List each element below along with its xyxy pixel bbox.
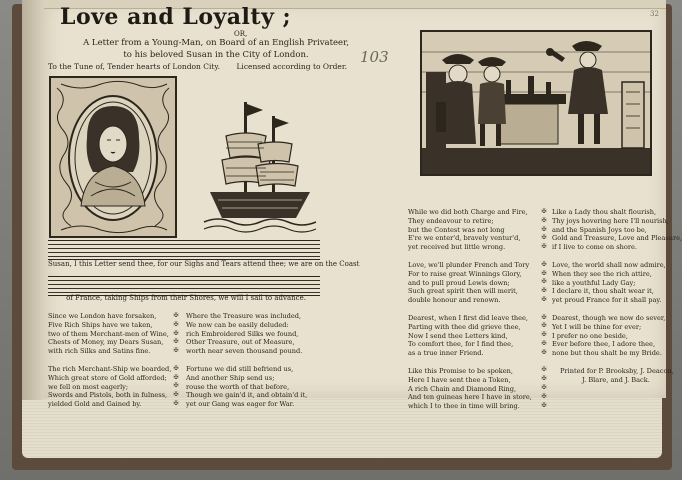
column-ornament-divider-right: ✠ ✠ ✠ ✠ ✠ ✠ ✠ ✠ ✠ ✠ ✠ ✠ ✠ ✠ ✠ ✠ ✠ ✠ ✠ ✠: [541, 208, 547, 409]
verse-line: Where the Treasure was included,: [186, 312, 302, 320]
verse-line: To comfort thee, for I find thee,: [408, 340, 514, 349]
verse-line: yet received but little wrong.: [408, 243, 506, 252]
verse-line: but the Contest was not long: [408, 225, 505, 234]
music-staff-2: [48, 276, 320, 296]
licence-text: Licensed according to Order.: [236, 62, 347, 71]
music-lyric-2: of France, taking Ships from their Shores, we will I sail to advance.: [66, 294, 306, 302]
verse-line: A rich Chain and Diamond Ring,: [408, 384, 517, 393]
printer-line: Printed for P. Brooksby, J. Deacon,: [560, 366, 674, 375]
verse: [48, 312, 169, 356]
verse-line: yet proud France for it shall pay.: [552, 296, 662, 305]
title-or: OR,: [234, 30, 248, 38]
printer-imprint: [552, 366, 674, 385]
handwritten-number: 103: [360, 48, 389, 66]
verse-line: Like a Lady thou shalt flourish,: [552, 208, 657, 216]
verse-line: Love, we'll plunder French and Tory: [408, 260, 530, 269]
woodcut-portrait-image: [49, 76, 177, 238]
verse-line: I declare it, thou shalt wear it,: [552, 287, 654, 296]
verse-line: Ever before thee, I adore thee,: [552, 340, 656, 349]
music-lyric-1: Susan, I this Letter send thee, for our Sighs and Tears attend thee; we are on the Coast: [48, 260, 360, 268]
verse-line: if I live to come on shore.: [552, 243, 637, 252]
verse-line: Chests of Money, my Dears Susan,: [48, 338, 164, 347]
woodcut-tavern-scene-image: [420, 30, 652, 176]
verse-line: For to raise great Winnings Glory,: [408, 269, 522, 278]
verse-line: Dearest, though we now do sever,: [552, 313, 666, 322]
tune-line: [48, 62, 368, 71]
verse-line: like a youthful Lady Gay;: [552, 278, 636, 287]
verse-line: which I to thee in time will bring.: [408, 402, 520, 411]
verse-column-1: [48, 312, 172, 418]
verse-line: we fell on most eagerly;: [48, 382, 129, 391]
verse-line: The rich Merchant-Ship we boarded,: [48, 364, 172, 373]
verse-line: And another Ship send us;: [186, 373, 275, 382]
verse-column-4: [552, 208, 682, 394]
verse-line: When they see the rich attire,: [552, 269, 652, 278]
subtitle-line-1: A Letter from a Young-Man, on Board of an English Privateer,: [83, 38, 349, 48]
verse-line: and to pull proud Lewis down;: [408, 278, 510, 287]
verse-column-2: [186, 312, 318, 418]
verse: [186, 312, 318, 356]
verse-line: yielded Gold and Gained by.: [48, 400, 142, 409]
verse-line: Fortune we did still befriend us,: [186, 364, 294, 373]
verse-line: Like this Promise to be spoken,: [408, 366, 514, 375]
verse: [552, 208, 682, 252]
verse: [408, 208, 540, 252]
verse-line: double honour and renown.: [408, 296, 501, 305]
verse-line: Five Rich Ships have we taken,: [48, 320, 153, 329]
verse-line: And ten guineas here I have in store,: [408, 393, 532, 402]
printer-line: J. Blare, and J. Back.: [582, 375, 650, 384]
verse-line: as a true inner Friend.: [408, 349, 484, 358]
folio-mark: 32: [650, 10, 659, 18]
verse-line: Love, the world shall now admire,: [552, 260, 666, 269]
verse-line: worth near seven thousand pound.: [186, 347, 303, 356]
verse: [186, 365, 318, 409]
subtitle-line-2: to his beloved Susan in the City of London.: [123, 50, 309, 60]
verse-line: While we did both Charge and Fire,: [408, 208, 528, 216]
verse-line: and the Spanish Joys too be,: [552, 225, 647, 234]
verse-line: Since we London have forsaken,: [48, 312, 157, 320]
verse: [408, 261, 540, 305]
music-staff-1: [48, 240, 320, 260]
verse-line: yet our Gang was eager for War.: [186, 400, 295, 409]
verse: [48, 364, 172, 409]
verse-column-3: [408, 208, 540, 420]
verse-line: They endeavour to retire;: [408, 216, 494, 225]
verse: [408, 314, 540, 358]
verse-line: none but thou shalt be my Bride.: [552, 349, 662, 358]
verse-line: We now can be easily deluded:: [186, 320, 289, 329]
tune-text: To the Tune of, Tender hearts of London City.: [48, 62, 221, 71]
verse: [552, 261, 664, 305]
verse-line: Which great store of Gold afforded;: [48, 373, 167, 382]
verse-line: I prefer no one beside,: [552, 331, 628, 340]
verse-line: Gold and Treasure, Love and Pleasure,: [552, 234, 682, 243]
verse-line: Though we gain'd it, and obtain'd it,: [186, 391, 308, 400]
verse-line: rouse the worth of that before,: [186, 382, 290, 391]
verse-line: with rich Silks and Satins fine.: [48, 347, 151, 356]
verse-line: Parting with thee did grieve thee,: [408, 322, 521, 331]
verse-line: Other Treasure, out of Measure,: [186, 338, 295, 347]
column-ornament-divider: ✠ ✠ ✠ ✠ ✠ ✠ ✠ ✠ ✠ ✠: [173, 312, 179, 407]
ballad-title: Love and Loyalty ;: [60, 4, 292, 30]
verse-line: E're we enter'd, bravely ventur'd,: [408, 234, 521, 243]
woodcut-ship-image: [204, 96, 316, 234]
verse-line: Thy joys hovering here I'll nourish,: [552, 216, 669, 225]
verse: [552, 314, 664, 358]
broadside-page: [44, 0, 682, 411]
verse: [408, 367, 540, 411]
verse-line: Swords and Pistols, both in fulness,: [48, 391, 168, 400]
verse-line: Yet I will be thine for ever;: [552, 322, 642, 331]
verse-line: rich Embroidered Silks we found,: [186, 329, 299, 338]
verse-line: two of them Merchant-men of Wine,: [48, 329, 169, 338]
verse-line: Now I send thee Letters kind,: [408, 331, 508, 340]
verse-line: Dearest, when I first did leave thee,: [408, 313, 529, 322]
verse-line: Here I have sent thee a Token,: [408, 375, 511, 384]
verse-line: Such great spirit then will merit,: [408, 287, 518, 296]
